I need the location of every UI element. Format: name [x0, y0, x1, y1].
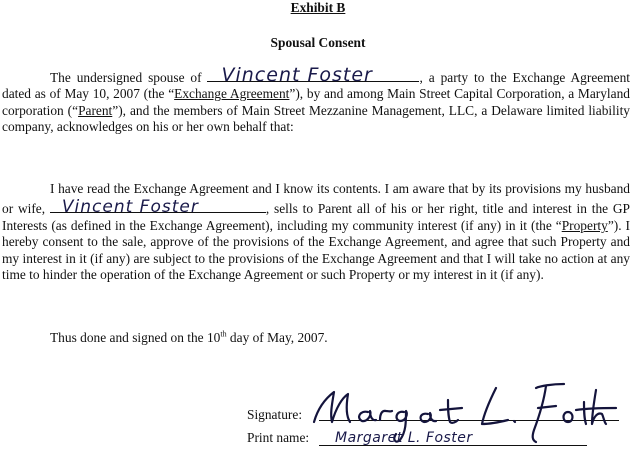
spouse-name-handwritten-1: Vincent Foster — [221, 63, 373, 86]
paragraph-date — [50, 330, 610, 346]
spouse-name-handwritten-2: Vincent Foster — [61, 197, 199, 217]
p1-text-before: The undersigned spouse of — [50, 70, 202, 85]
print-name-row — [247, 426, 627, 446]
spouse-name-blank-2 — [50, 197, 266, 217]
document-title: Spousal Consent — [270, 35, 366, 50]
signature-label: Signature: — [247, 406, 303, 422]
p2-text-after-1: , sells to Parent all of his or her right, title and interest in the GP Interests (as defined in the Exchange Agreement), including my community interest (if any) in it (the “ — [2, 201, 630, 233]
spouse-name-blank-1 — [207, 63, 419, 86]
p3-text-after: day of May, 2007. — [226, 330, 328, 345]
date-ordinal-suffix: th — [220, 329, 227, 339]
p2-text-before: I have read the Exchange Agreement and I know its contents. I am aware that by its provisions my husband or wife, — [2, 181, 630, 217]
defined-term-parent: Parent — [78, 102, 113, 118]
p1-text-after-3: ”), and the members of Main Street Mezzanine Management, LLC, a Delaware limited liability company, acknowledges on his or her own behalf that: — [2, 102, 630, 135]
defined-term-property: Property — [561, 217, 608, 233]
print-name-label: Print name: — [247, 429, 310, 445]
p2-text-after-2: ”). I hereby consent to the sale, approve of the provisions of the Exchange Agreement, and agree that such Property and my interest in it (if any) are subject to the provisions of the Exchange Agreement and that I will take no action at any time to hinder the operation of the Exchange Agreement or such Property or my interest in it (if any). — [2, 217, 630, 283]
p1-text-after-2: ”), by and among Main Street Capital Corporation, a Maryland corporation (“ — [2, 86, 630, 118]
paragraph-acknowledgement — [2, 63, 630, 136]
defined-term-exchange-agreement: Exchange Agreement — [174, 86, 290, 102]
p3-text-before: Thus done and signed on the 10 — [50, 330, 221, 345]
exhibit-label: Exhibit B — [290, 0, 346, 15]
print-name-handwritten: Margaret L. Foster — [335, 429, 473, 446]
p1-text-after-1: , a party to the Exchange Agreement dated as of May 10, 2007 (the “ — [2, 70, 630, 102]
paragraph-consent — [2, 181, 630, 283]
